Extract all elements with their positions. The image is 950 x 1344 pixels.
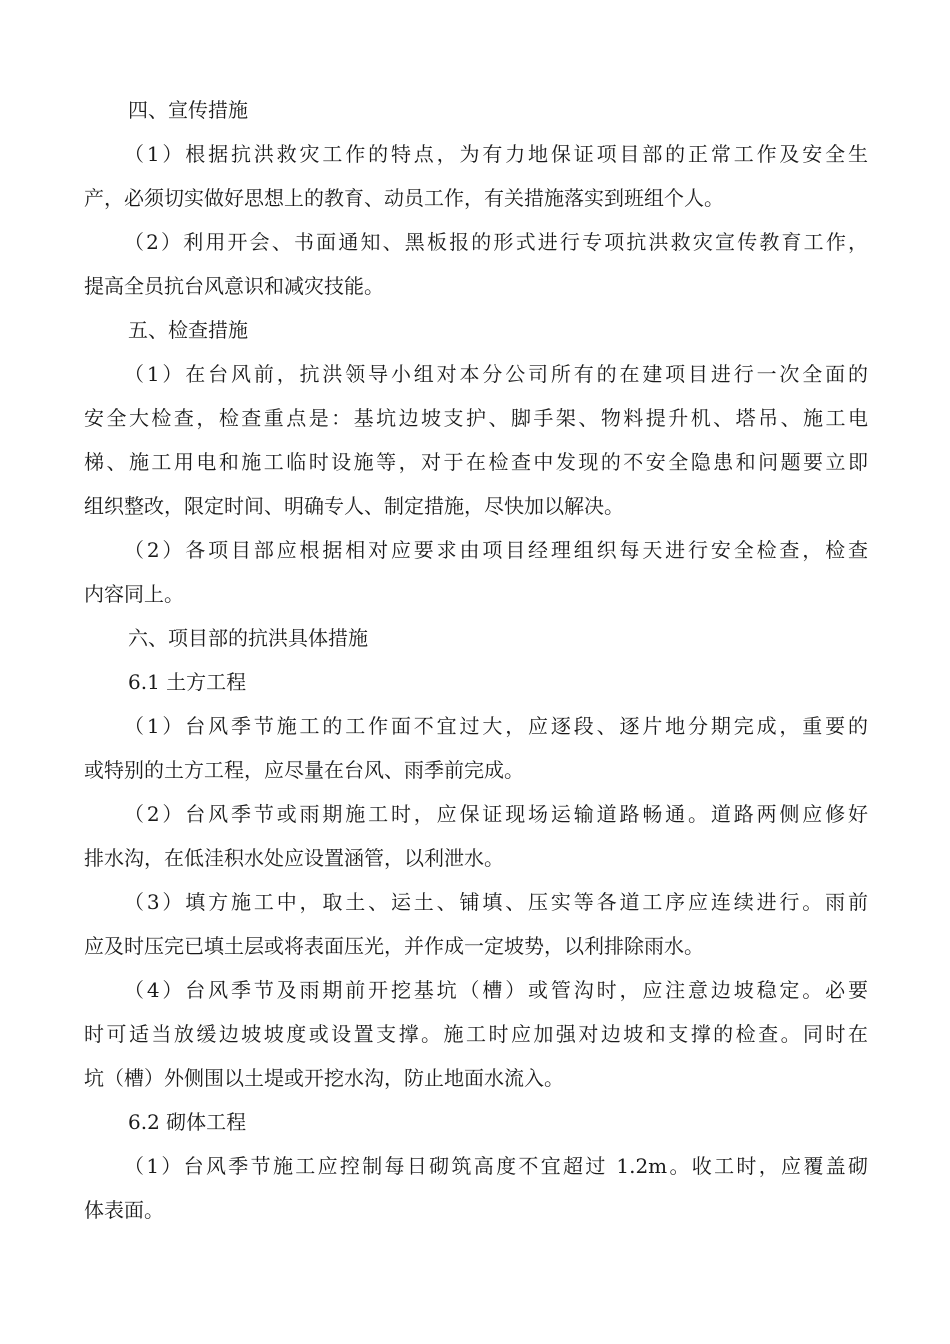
paragraph-line: 提高全员抗台风意识和减灾技能。 <box>84 274 384 298</box>
paragraph-line: 或特别的土方工程，应尽量在台风、雨季前完成。 <box>84 758 524 782</box>
paragraph-line: 组织整改，限定时间、明确专人、制定措施，尽快加以解决。 <box>84 494 624 518</box>
paragraph-line: 内容同上。 <box>84 582 184 606</box>
section-heading: 五、检查措施 <box>128 318 248 342</box>
subsection-heading: 6.1 土方工程 <box>128 670 247 694</box>
paragraph-line: （3）填方施工中，取土、运土、铺填、压实等各道工序应连续进行。雨前 <box>124 890 868 914</box>
section-heading: 四、宣传措施 <box>128 98 248 122</box>
paragraph-line: （2）利用开会、书面通知、黑板报的形式进行专项抗洪救灾宣传教育工作， <box>124 230 868 254</box>
paragraph-line: （4）台风季节及雨期前开挖基坑（槽）或管沟时，应注意边坡稳定。必要 <box>124 978 868 1002</box>
paragraph-line: 体表面。 <box>84 1198 164 1222</box>
paragraph-line: 坑（槽）外侧围以土堤或开挖水沟，防止地面水流入。 <box>84 1066 564 1090</box>
paragraph-line: （2）台风季节或雨期施工时，应保证现场运输道路畅通。道路两侧应修好 <box>124 802 868 826</box>
document-body <box>84 88 868 1232</box>
paragraph-line: 时可适当放缓边坡坡度或设置支撑。施工时应加强对边坡和支撑的检查。同时在 <box>84 1022 868 1046</box>
paragraph-line: （1）根据抗洪救灾工作的特点，为有力地保证项目部的正常工作及安全生 <box>124 142 868 166</box>
paragraph-line: 应及时压完已填土层或将表面压光，并作成一定坡势，以利排除雨水。 <box>84 934 704 958</box>
paragraph-line: （2）各项目部应根据相对应要求由项目经理组织每天进行安全检查，检查 <box>124 538 868 562</box>
paragraph-line: 梯、施工用电和施工临时设施等，对于在检查中发现的不安全隐患和问题要立即 <box>84 450 868 474</box>
paragraph-line: 排水沟，在低洼积水处应设置涵管，以利泄水。 <box>84 846 504 870</box>
paragraph-line: 安全大检查，检查重点是：基坑边坡支护、脚手架、物料提升机、塔吊、施工电 <box>84 406 868 430</box>
section-heading: 六、项目部的抗洪具体措施 <box>128 626 368 650</box>
paragraph-line: （1）台风季节施工应控制每日砌筑高度不宜超过 1.2m。收工时，应覆盖砌 <box>124 1154 868 1178</box>
paragraph-line: （1）在台风前，抗洪领导小组对本分公司所有的在建项目进行一次全面的 <box>124 362 868 386</box>
subsection-heading: 6.2 砌体工程 <box>128 1110 247 1134</box>
paragraph-line: 产，必须切实做好思想上的教育、动员工作，有关措施落实到班组个人。 <box>84 186 724 210</box>
paragraph-line: （1）台风季节施工的工作面不宜过大，应逐段、逐片地分期完成，重要的 <box>124 714 868 738</box>
